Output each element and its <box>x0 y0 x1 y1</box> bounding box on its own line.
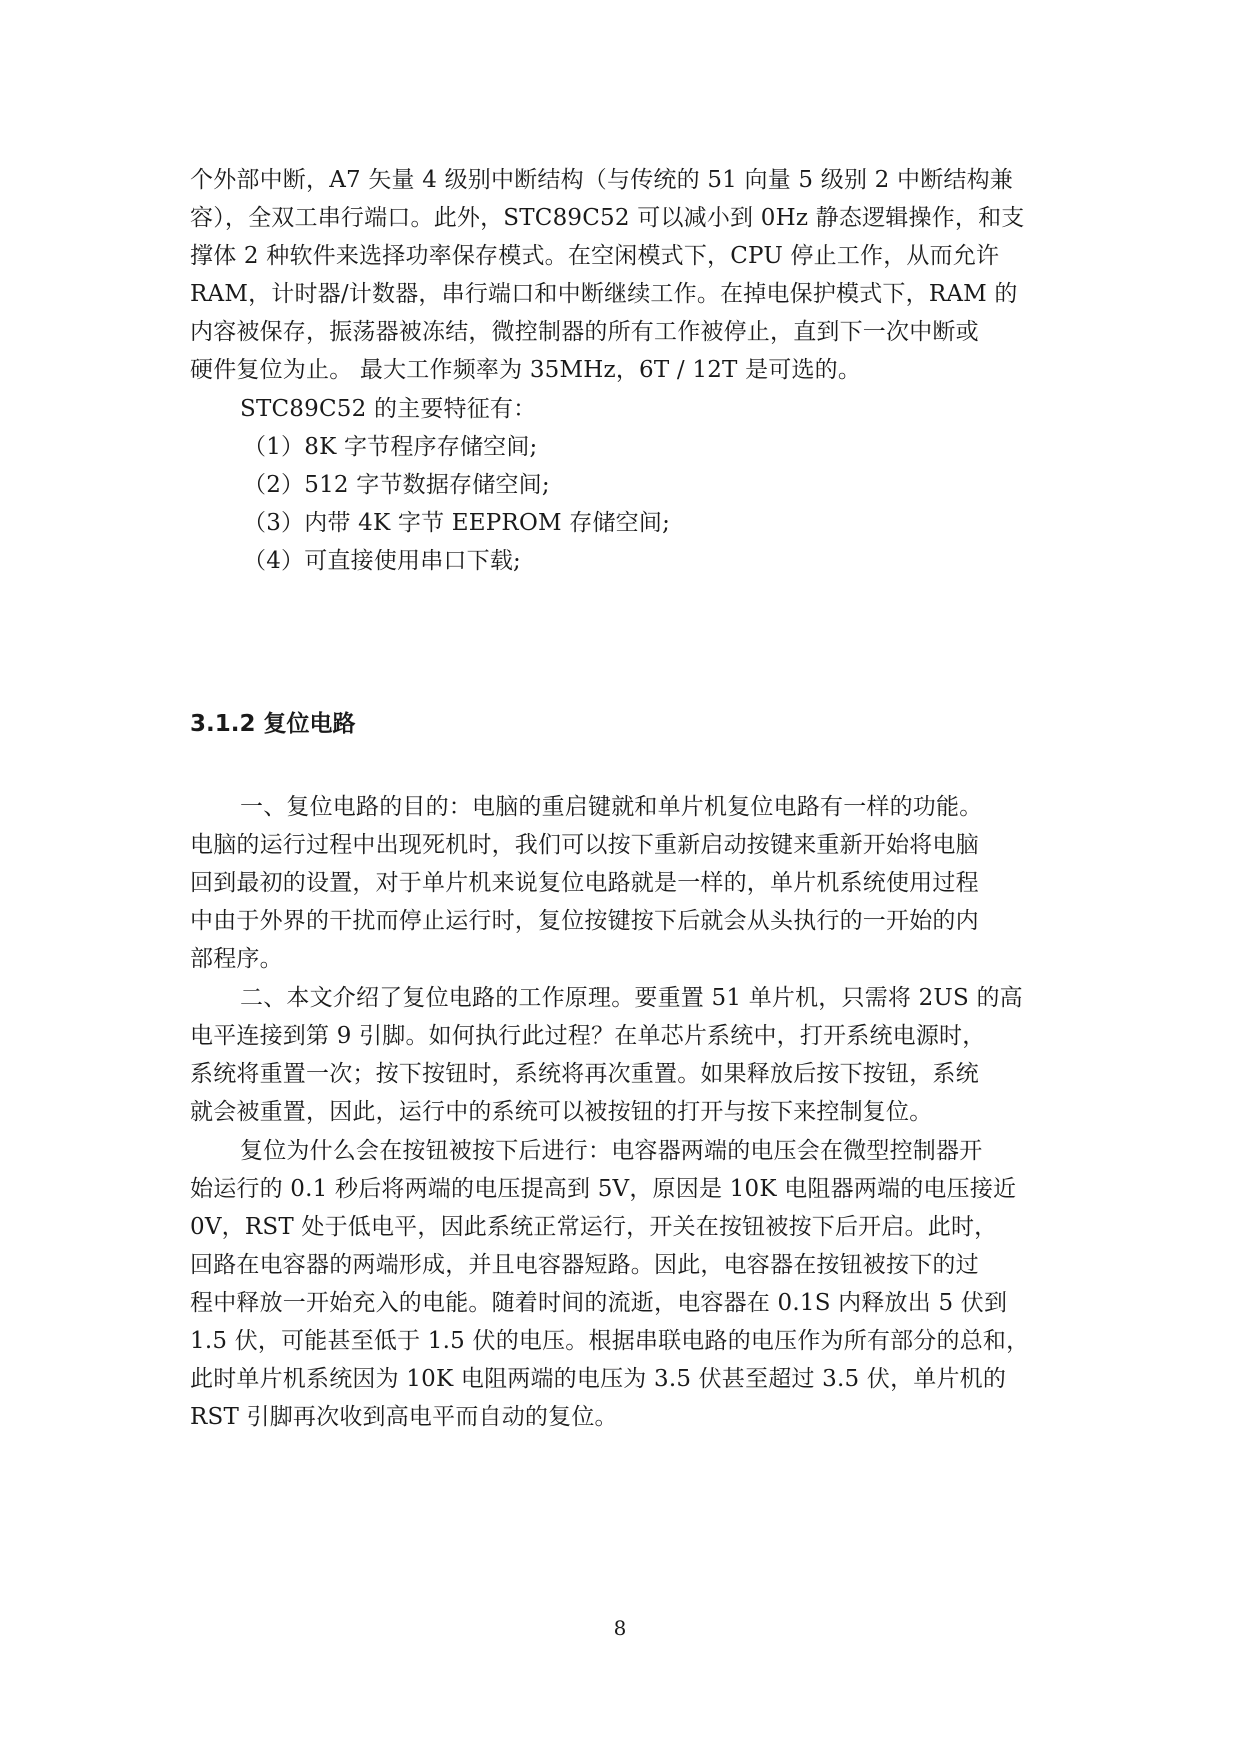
para3-line: 复位为什么会在按钮被按下后进行：电容器两端的电压会在微型控制器开 <box>240 1138 983 1164</box>
intro-line: 内容被保存，振荡器被冻结，微控制器的所有工作被停止，直到下一次中断或 <box>190 319 979 345</box>
para1-line: 回到最初的设置，对于单片机来说复位电路就是一样的，单片机系统使用过程 <box>190 870 979 896</box>
page-number: 8 <box>613 1616 627 1640</box>
intro-line: 容），全双工串行端口。此外，STC89C52 可以减小到 0Hz 静态逻辑操作，和支 <box>190 205 1025 231</box>
feature-item: （3）内带 4K 字节 EEPROM 存储空间; <box>243 510 671 536</box>
para3-line: 0V，RST 处于低电平，因此系统正常运行，开关在按钮被按下后开启。此时， <box>190 1214 998 1240</box>
para1-line: 电脑的运行过程中出现死机时，我们可以按下重新启动按键来重新开始将电脑 <box>190 832 979 858</box>
intro-line: 撑体 2 种软件来选择功率保存模式。在空闲模式下，CPU 停止工作，从而允许 <box>190 243 1000 269</box>
feature-item: （2）512 字节数据存储空间; <box>243 472 550 498</box>
feature-item: （4）可直接使用串口下载; <box>243 548 521 574</box>
para2-line: 系统将重置一次；按下按钮时，系统将再次重置。如果释放后按下按钮，系统 <box>190 1061 979 1087</box>
para3-line: 回路在电容器的两端形成，并且电容器短路。因此，电容器在按钮被按下的过 <box>190 1252 979 1278</box>
para2-line: 就会被重置，因此，运行中的系统可以被按钮的打开与按下来控制复位。 <box>190 1099 933 1125</box>
para3-line: 此时单片机系统因为 10K 电阻两端的电压为 3.5 伏甚至超过 3.5 伏，单片机的 <box>190 1366 1007 1392</box>
features-intro: STC89C52 的主要特征有： <box>240 396 537 422</box>
para1-line: 中由于外界的干扰而停止运行时，复位按键按下后就会从头执行的一开始的内 <box>190 908 979 934</box>
intro-line: 硬件复位为止。 最大工作频率为 35MHz，6T / 12T 是可选的。 <box>190 357 862 383</box>
intro-line: 个外部中断，A7 矢量 4 级别中断结构（与传统的 51 向量 5 级别 2 中断结构兼 <box>190 167 1014 193</box>
para3-line: RST 引脚再次收到高电平而自动的复位。 <box>190 1404 618 1430</box>
para3-line: 程中释放一开始充入的电能。随着时间的流逝，电容器在 0.1S 内释放出 5 伏到 <box>190 1290 1008 1316</box>
intro-line: RAM，计时器/计数器，串行端口和中断继续工作。在掉电保护模式下，RAM 的 <box>190 281 1018 307</box>
para2-line: 二、本文介绍了复位电路的工作原理。要重置 51 单片机，只需将 2US 的高 <box>240 985 1023 1011</box>
para3-line: 始运行的 0.1 秒后将两端的电压提高到 5V，原因是 10K 电阻器两端的电压接近 <box>190 1176 1017 1202</box>
para2-line: 电平连接到第 9 引脚。如何执行此过程？在单芯片系统中，打开系统电源时， <box>190 1023 986 1049</box>
para1-line: 一、复位电路的目的：电脑的重启键就和单片机复位电路有一样的功能。 <box>240 794 983 820</box>
section-heading: 3.1.2 复位电路 <box>190 711 356 737</box>
para1-line: 部程序。 <box>190 946 283 972</box>
feature-item: （1）8K 字节程序存储空间; <box>243 434 538 460</box>
para3-line: 1.5 伏，可能甚至低于 1.5 伏的电压。根据串联电路的电压作为所有部分的总和， <box>190 1328 1030 1354</box>
